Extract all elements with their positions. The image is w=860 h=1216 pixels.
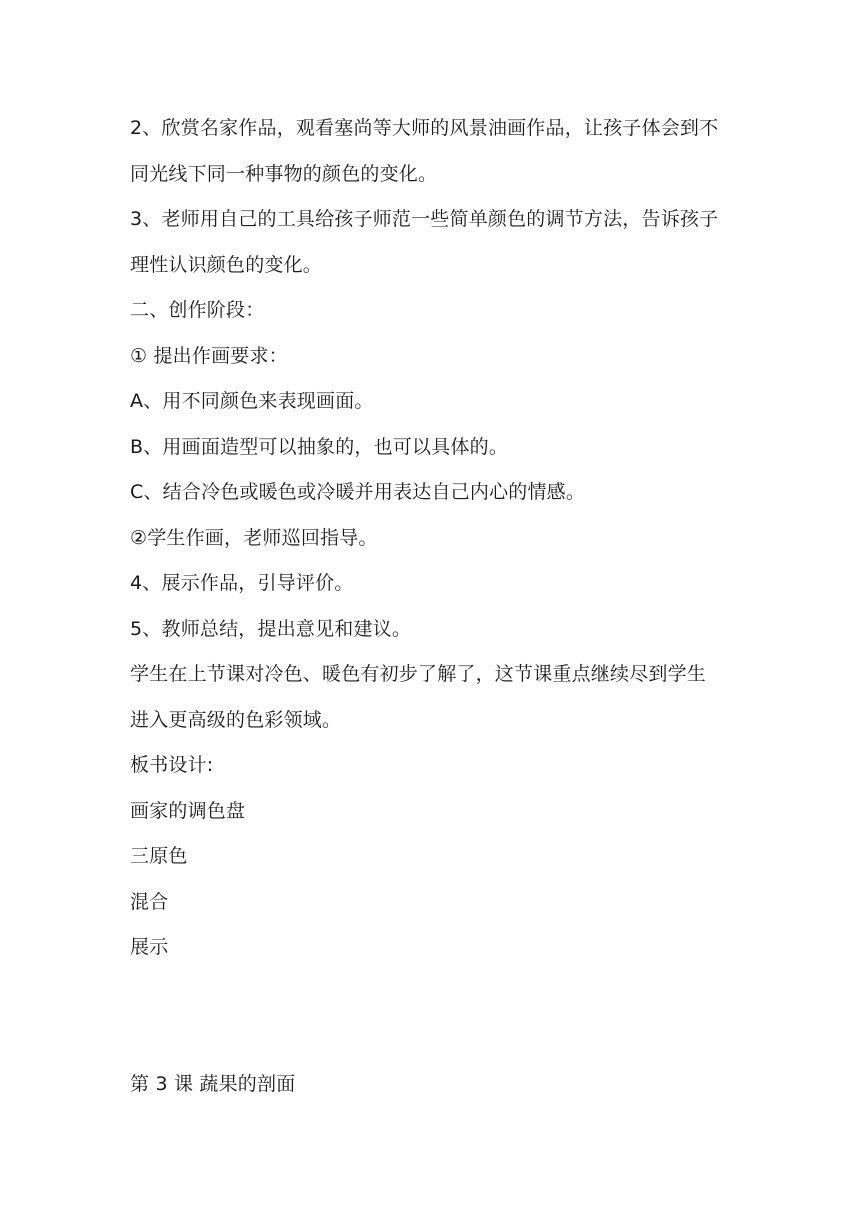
lesson-heading: 第 3 课 蔬果的剖面 <box>130 1072 296 1095</box>
text-line-8: B、用画面造型可以抽象的，也可以具体的。 <box>130 435 509 458</box>
board-item-display: 展示 <box>130 936 169 958</box>
text-line-9: C、结合冷色或暖色或冷暖并用表达自己内心的情感。 <box>130 481 586 503</box>
text-line-2: 同光线下同一种事物的颜色的变化。 <box>130 162 438 185</box>
board-item-palette: 画家的调色盘 <box>130 799 246 822</box>
text-line-14: 进入更高级的色彩领域。 <box>130 708 342 731</box>
text-line-6: ① 提出作画要求： <box>130 344 288 367</box>
text-line-12: 5、教师总结，提出意见和建议。 <box>130 617 412 640</box>
text-line-10: ②学生作画，老师巡回指导。 <box>130 526 378 549</box>
board-item-mix: 混合 <box>130 890 169 913</box>
text-line-7: A、用不同颜色来表现画面。 <box>130 390 374 412</box>
blank-space <box>130 971 740 1062</box>
text-line-4: 理性认识颜色的变化。 <box>130 253 323 276</box>
section-heading-creation: 二、创作阶段： <box>130 299 265 321</box>
text-line-3: 3、老师用自己的工具给孩子师范一些简单颜色的调节方法，告诉孩子 <box>130 208 719 230</box>
board-item-primary-colors: 三原色 <box>130 845 188 867</box>
text-line-1: 2、欣赏名家作品，观看塞尚等大师的风景油画作品，让孩子体会到不 <box>130 117 719 139</box>
text-line-11: 4、展示作品，引导评价。 <box>130 572 354 594</box>
document-page <box>130 106 740 1107</box>
text-line-13: 学生在上节课对冷色、暖色有初步了解了，这节课重点继续尽到学生 <box>130 663 707 685</box>
board-design-label: 板书设计: <box>130 754 214 776</box>
